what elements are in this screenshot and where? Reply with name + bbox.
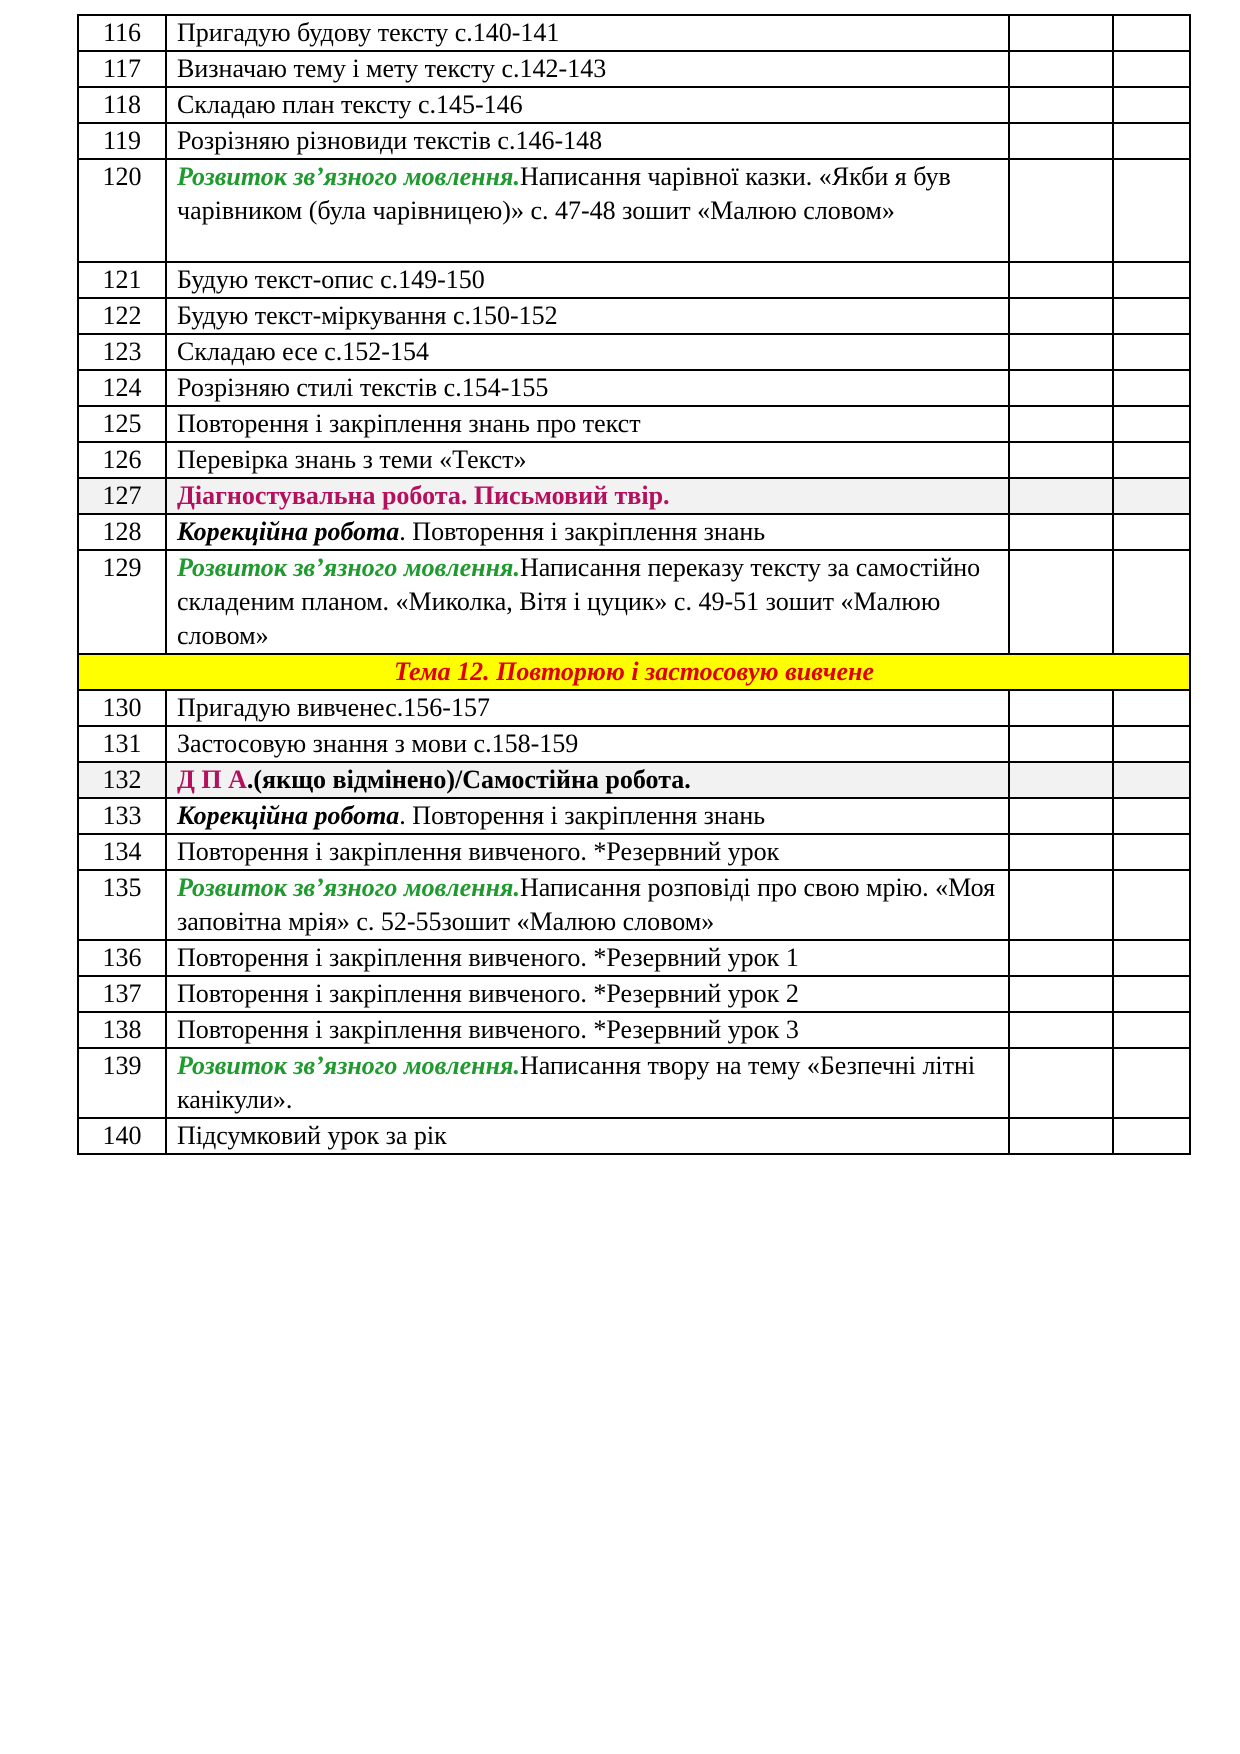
lesson-number: 126 <box>78 442 166 478</box>
note-cell <box>1113 123 1190 159</box>
lesson-topic-text: Написання розповіді про свою мрію. «Моя заповітна мрія» с. 52-55зошит «Малюю словом» <box>177 873 996 936</box>
table-row <box>78 87 1190 123</box>
date-cell <box>1009 726 1113 762</box>
lesson-number: 122 <box>78 298 166 334</box>
note-cell <box>1113 334 1190 370</box>
date-cell <box>1009 442 1113 478</box>
speech-development-label: Розвиток зв’язного мовлення. <box>177 873 520 902</box>
table-row <box>78 1048 1190 1118</box>
lesson-number: 136 <box>78 940 166 976</box>
lesson-topic: Застосовую знання з мови с.158-159 <box>166 726 1009 762</box>
lesson-topic: Складаю есе с.152-154 <box>166 334 1009 370</box>
table-row <box>78 370 1190 406</box>
date-cell <box>1009 762 1113 798</box>
lesson-number: 121 <box>78 262 166 298</box>
table-row <box>78 298 1190 334</box>
note-cell <box>1113 478 1190 514</box>
correction-work-label: Корекційна робота <box>177 801 400 830</box>
table-row <box>78 940 1190 976</box>
speech-development-label: Розвиток зв’язного мовлення. <box>177 162 520 191</box>
date-cell <box>1009 262 1113 298</box>
lesson-topic <box>166 798 1009 834</box>
lesson-topic-text: Написання твору на тему «Безпечні літні канікули». <box>177 1051 976 1114</box>
date-cell <box>1009 690 1113 726</box>
table-row <box>78 834 1190 870</box>
note-cell <box>1113 51 1190 87</box>
date-cell <box>1009 550 1113 654</box>
date-cell <box>1009 87 1113 123</box>
table-row <box>78 690 1190 726</box>
note-cell <box>1113 15 1190 51</box>
lesson-number: 117 <box>78 51 166 87</box>
lesson-number: 131 <box>78 726 166 762</box>
lesson-number: 116 <box>78 15 166 51</box>
lesson-topic-text: .(якщо відмінено)/Самостійна робота. <box>246 765 691 794</box>
table-row <box>78 976 1190 1012</box>
note-cell <box>1113 550 1190 654</box>
lesson-topic: Розрізняю стилі текстів с.154-155 <box>166 370 1009 406</box>
table-row <box>78 15 1190 51</box>
lesson-number: 138 <box>78 1012 166 1048</box>
table-row <box>78 334 1190 370</box>
table-row <box>78 159 1190 262</box>
lesson-topic <box>166 870 1009 940</box>
table-row <box>78 406 1190 442</box>
lesson-topic <box>166 514 1009 550</box>
date-cell <box>1009 298 1113 334</box>
table-row <box>78 123 1190 159</box>
table-row <box>78 550 1190 654</box>
table-row <box>78 514 1190 550</box>
lesson-number: 135 <box>78 870 166 940</box>
table-row <box>78 442 1190 478</box>
lesson-topic <box>166 762 1009 798</box>
date-cell <box>1009 370 1113 406</box>
lesson-topic: Пригадую вивченес.156-157 <box>166 690 1009 726</box>
lesson-number: 130 <box>78 690 166 726</box>
note-cell <box>1113 1012 1190 1048</box>
date-cell <box>1009 1048 1113 1118</box>
table-row <box>78 51 1190 87</box>
lesson-topic: Складаю план тексту с.145-146 <box>166 87 1009 123</box>
date-cell <box>1009 15 1113 51</box>
note-cell <box>1113 1048 1190 1118</box>
date-cell <box>1009 514 1113 550</box>
note-cell <box>1113 159 1190 262</box>
lesson-topic: Повторення і закріплення вивченого. *Резервний урок 3 <box>166 1012 1009 1048</box>
lesson-topic-text: Написання переказу тексту за самостійно складеним планом. «Миколка, Вітя і цуцик» с. 49-51 зошит «Малюю словом» <box>177 553 981 650</box>
date-cell <box>1009 976 1113 1012</box>
note-cell <box>1113 406 1190 442</box>
date-cell <box>1009 159 1113 262</box>
note-cell <box>1113 976 1190 1012</box>
note-cell <box>1113 834 1190 870</box>
diagnostic-work-topic: Діагностувальна робота. Письмовий твір. <box>166 478 1009 514</box>
table-row <box>78 478 1190 514</box>
lesson-number: 123 <box>78 334 166 370</box>
lesson-topic-text: . Повторення і закріплення знань <box>399 801 766 830</box>
theme-title: Тема 12. Повторюю і застосовую вивчене <box>78 654 1190 690</box>
note-cell <box>1113 514 1190 550</box>
lesson-topic: Перевірка знань з теми «Текст» <box>166 442 1009 478</box>
date-cell <box>1009 798 1113 834</box>
date-cell <box>1009 1118 1113 1154</box>
lesson-topic: Повторення і закріплення вивченого. *Резервний урок <box>166 834 1009 870</box>
date-cell <box>1009 870 1113 940</box>
lesson-topic <box>166 159 1009 262</box>
date-cell <box>1009 123 1113 159</box>
lesson-number: 137 <box>78 976 166 1012</box>
note-cell <box>1113 442 1190 478</box>
lesson-number: 132 <box>78 762 166 798</box>
lesson-number: 125 <box>78 406 166 442</box>
lesson-number: 118 <box>78 87 166 123</box>
dpa-label: Д П А <box>177 765 247 794</box>
lesson-plan-table <box>77 14 1191 1155</box>
lesson-topic: Будую текст-міркування с.150-152 <box>166 298 1009 334</box>
theme-row <box>78 654 1190 690</box>
note-cell <box>1113 87 1190 123</box>
date-cell <box>1009 334 1113 370</box>
lesson-topic-text: Написання чарівної казки. «Якби я був чарівником (була чарівницею)» с. 47-48 зошит «Малюю словом» <box>177 162 951 225</box>
note-cell <box>1113 1118 1190 1154</box>
lesson-number: 120 <box>78 159 166 262</box>
lesson-number: 124 <box>78 370 166 406</box>
lesson-topic: Визначаю тему і мету тексту с.142-143 <box>166 51 1009 87</box>
table-row <box>78 1118 1190 1154</box>
table-row <box>78 726 1190 762</box>
date-cell <box>1009 1012 1113 1048</box>
date-cell <box>1009 834 1113 870</box>
lesson-topic: Повторення і закріплення знань про текст <box>166 406 1009 442</box>
table-row <box>78 870 1190 940</box>
note-cell <box>1113 370 1190 406</box>
table-row <box>78 798 1190 834</box>
lesson-topic <box>166 550 1009 654</box>
note-cell <box>1113 798 1190 834</box>
lesson-topic <box>166 1048 1009 1118</box>
date-cell <box>1009 51 1113 87</box>
lesson-topic-text: . Повторення і закріплення знань <box>399 517 766 546</box>
note-cell <box>1113 870 1190 940</box>
table-row <box>78 262 1190 298</box>
note-cell <box>1113 262 1190 298</box>
lesson-number: 128 <box>78 514 166 550</box>
table-row <box>78 762 1190 798</box>
lesson-topic: Підсумковий урок за рік <box>166 1118 1009 1154</box>
note-cell <box>1113 298 1190 334</box>
speech-development-label: Розвиток зв’язного мовлення. <box>177 553 520 582</box>
lesson-topic: Пригадую будову тексту с.140-141 <box>166 15 1009 51</box>
note-cell <box>1113 762 1190 798</box>
note-cell <box>1113 940 1190 976</box>
date-cell <box>1009 478 1113 514</box>
note-cell <box>1113 690 1190 726</box>
table-row <box>78 1012 1190 1048</box>
lesson-number: 140 <box>78 1118 166 1154</box>
lesson-topic: Повторення і закріплення вивченого. *Резервний урок 1 <box>166 940 1009 976</box>
lesson-number: 134 <box>78 834 166 870</box>
speech-development-label: Розвиток зв’язного мовлення. <box>177 1051 520 1080</box>
lesson-topic: Будую текст-опис с.149-150 <box>166 262 1009 298</box>
lesson-topic: Повторення і закріплення вивченого. *Резервний урок 2 <box>166 976 1009 1012</box>
lesson-number: 127 <box>78 478 166 514</box>
correction-work-label: Корекційна робота <box>177 517 400 546</box>
lesson-number: 139 <box>78 1048 166 1118</box>
note-cell <box>1113 726 1190 762</box>
lesson-number: 119 <box>78 123 166 159</box>
lesson-number: 133 <box>78 798 166 834</box>
lesson-topic: Розрізняю різновиди текстів с.146-148 <box>166 123 1009 159</box>
date-cell <box>1009 940 1113 976</box>
lesson-number: 129 <box>78 550 166 654</box>
date-cell <box>1009 406 1113 442</box>
